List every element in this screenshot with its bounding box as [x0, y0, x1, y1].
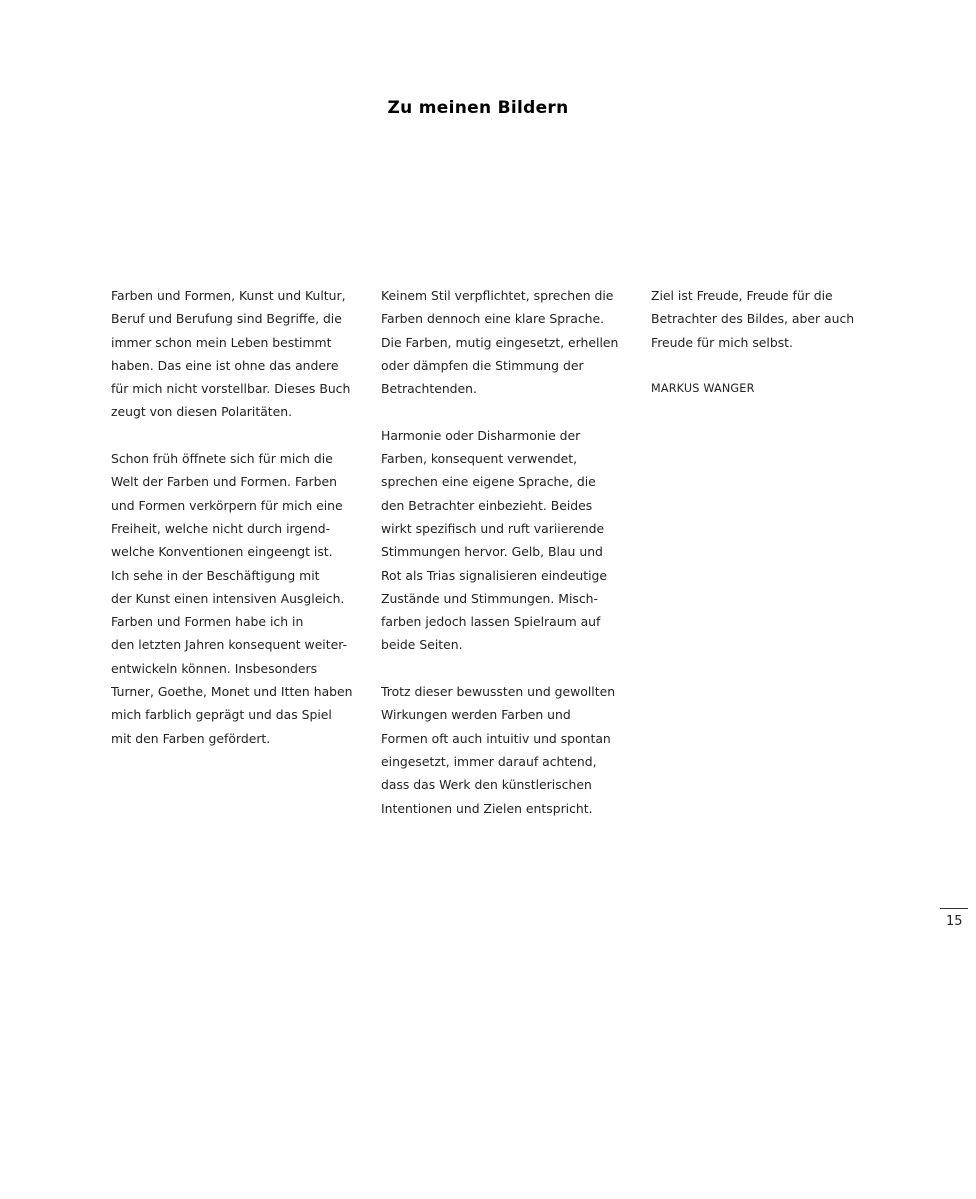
- text-line: Wirkungen werden Farben und: [381, 707, 571, 723]
- text-line: Intentionen und Zielen entspricht.: [381, 800, 593, 816]
- text-line: entwickeln können. Insbesonders: [111, 660, 318, 676]
- text-line: mit den Farben gefördert.: [111, 730, 271, 746]
- page-number-rule: [940, 908, 968, 909]
- text-line: Farben und Formen habe ich in: [111, 614, 304, 630]
- text-line: immer schon mein Leben bestimmt: [111, 334, 332, 350]
- text-line: Betrachtenden.: [381, 381, 477, 397]
- text-line: Ziel ist Freude, Freude für die: [651, 288, 833, 303]
- text-line: Betrachter des Bildes, aber auch: [651, 311, 855, 327]
- paragraph: [381, 680, 621, 820]
- text-line: zeugt von diesen Polaritäten.: [111, 404, 293, 420]
- text-line: dass das Werk den künstlerischen: [381, 777, 592, 793]
- text-line: Ich sehe in der Beschäftigung mit: [111, 567, 320, 583]
- text-line: und Formen verkörpern für mich eine: [111, 497, 343, 513]
- text-line: beide Seiten.: [381, 637, 463, 653]
- text-line: eingesetzt, immer darauf achtend,: [381, 753, 597, 769]
- page-title: Zu meinen Bildern: [387, 98, 569, 118]
- paragraph: [381, 284, 621, 400]
- text-line: Turner, Goethe, Monet und Itten haben: [111, 684, 353, 700]
- text-column-3: [651, 284, 871, 400]
- text-line: Stimmungen hervor. Gelb, Blau und: [381, 544, 603, 560]
- paragraph: [111, 284, 351, 424]
- paragraph: [381, 424, 621, 657]
- text-line: Farben, konsequent verwendet,: [381, 451, 578, 467]
- text-line: Farben dennoch eine klare Sprache.: [381, 311, 605, 327]
- text-line: Keinem Stil verpflichtet, sprechen die: [381, 288, 614, 303]
- paragraph: [111, 447, 351, 750]
- text-line: welche Konventionen eingeengt ist.: [111, 544, 333, 560]
- text-line: der Kunst einen intensiven Ausgleich.: [111, 590, 345, 606]
- text-line: Welt der Farben und Formen. Farben: [111, 474, 337, 490]
- text-line: den letzten Jahren konsequent weiter-: [111, 637, 348, 653]
- paragraph: [651, 284, 871, 354]
- text-line: den Betrachter einbezieht. Beides: [381, 497, 593, 513]
- text-line: Trotz dieser bewussten und gewollten: [381, 684, 616, 700]
- text-line: Freude für mich selbst.: [651, 334, 793, 350]
- text-line: oder dämpfen die Stimmung der: [381, 357, 584, 373]
- text-line: mich farblich geprägt und das Spiel: [111, 707, 332, 723]
- text-line: Freiheit, welche nicht durch irgend-: [111, 520, 331, 536]
- page-number: 15: [946, 914, 963, 929]
- text-line: farben jedoch lassen Spielraum auf: [381, 614, 601, 630]
- text-line: für mich nicht vorstellbar. Dieses Buch: [111, 381, 351, 397]
- text-line: haben. Das eine ist ohne das andere: [111, 357, 339, 373]
- text-line: Zustände und Stimmungen. Misch-: [381, 590, 598, 606]
- text-line: Beruf und Berufung sind Begriffe, die: [111, 311, 342, 327]
- text-column-1: [111, 284, 351, 773]
- text-line: sprechen eine eigene Sprache, die: [381, 474, 596, 490]
- text-line: Harmonie oder Disharmonie der: [381, 427, 581, 443]
- text-column-2: [381, 284, 621, 843]
- text-line: Rot als Trias signalisieren eindeutige: [381, 567, 608, 583]
- author-signature: MARKUS WANGER: [651, 382, 755, 396]
- text-line: Formen oft auch intuitiv und spontan: [381, 730, 611, 746]
- text-line: Die Farben, mutig eingesetzt, erhellen: [381, 334, 619, 350]
- text-line: Farben und Formen, Kunst und Kultur,: [111, 288, 346, 303]
- text-line: Schon früh öffnete sich für mich die: [111, 451, 333, 467]
- text-line: wirkt spezifisch und ruft variierende: [381, 520, 605, 536]
